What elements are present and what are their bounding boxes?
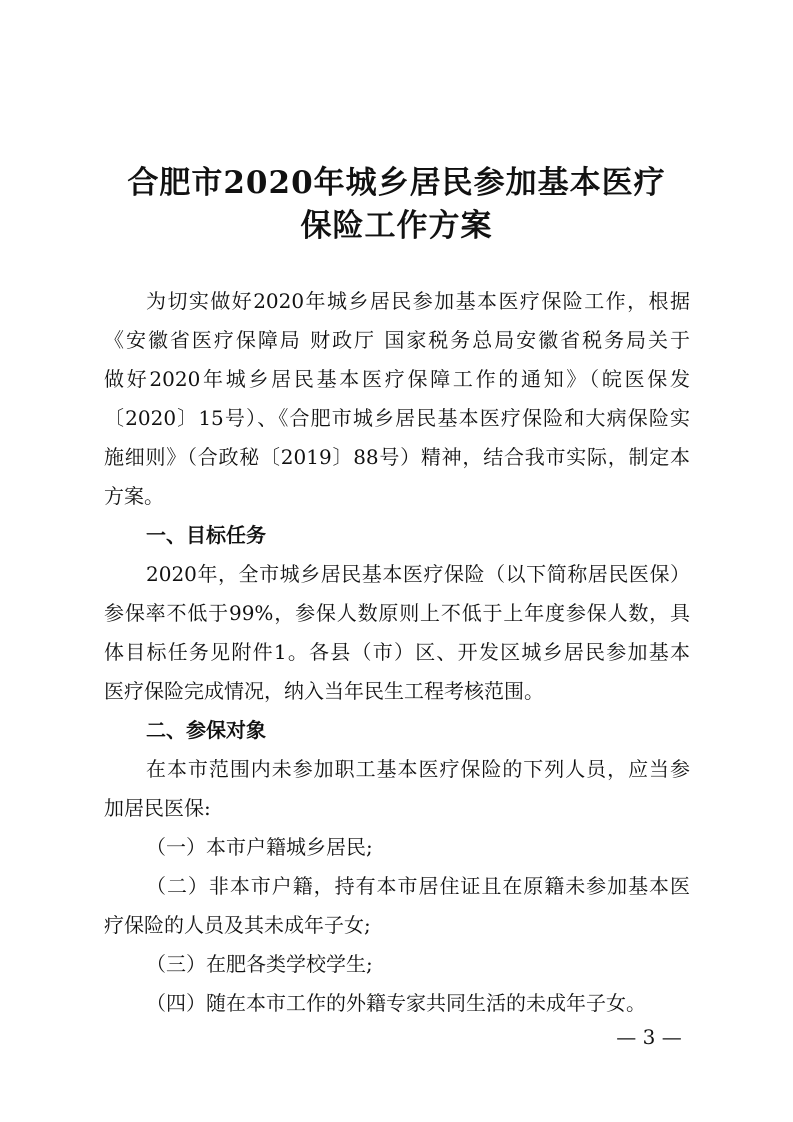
section-heading-targets: 一、目标任务 bbox=[146, 523, 266, 547]
list-item-1: （一）本市户籍城乡居民; bbox=[146, 835, 373, 859]
page-number: — 3 — bbox=[616, 1025, 682, 1049]
intro-line-2: 《安徽省医疗保障局 财政厅 国家税务总局安徽省税务局关于 bbox=[104, 328, 690, 352]
list-item-4: （四）随在本市工作的外籍专家共同生活的未成年子女。 bbox=[146, 991, 646, 1015]
section2-line-1: 在本市范围内未参加职工基本医疗保险的下列人员，应当参 bbox=[146, 757, 690, 781]
list-item-2-line-1: （二）非本市户籍，持有本市居住证且在原籍未参加基本医 bbox=[146, 874, 690, 898]
section1-line-2: 参保率不低于99%，参保人数原则上不低于上年度参保人数，具 bbox=[104, 601, 690, 625]
intro-line-4: 〔2020〕15号）、《合肥市城乡居民基本医疗保险和大病保险实 bbox=[104, 406, 690, 430]
intro-line-1: 为切实做好2020年城乡居民参加基本医疗保险工作，根据 bbox=[146, 289, 690, 313]
section-heading-enrollees: 二、参保对象 bbox=[146, 718, 266, 742]
section1-line-3: 体目标任务见附件1。各县（市）区、开发区城乡居民参加基本 bbox=[104, 640, 690, 664]
intro-line-5: 施细则》（合政秘〔2019〕88号）精神，结合我市实际，制定本 bbox=[104, 445, 690, 469]
intro-line-3: 做好2020年城乡居民基本医疗保障工作的通知》（皖医保发 bbox=[104, 367, 690, 391]
section1-line-4: 医疗保险完成情况，纳入当年民生工程考核范围。 bbox=[104, 679, 544, 703]
document-title-line-2: 保险工作方案 bbox=[300, 208, 493, 244]
document-title-line-1: 合肥市2020年城乡居民参加基本医疗 bbox=[127, 165, 666, 201]
intro-line-6: 方案。 bbox=[104, 484, 164, 508]
section2-line-2: 加居民医保: bbox=[104, 796, 211, 820]
section1-line-1: 2020年，全市城乡居民基本医疗保险（以下简称居民医保） bbox=[146, 562, 690, 586]
list-item-3: （三）在肥各类学校学生; bbox=[146, 952, 373, 976]
list-item-2-line-2: 疗保险的人员及其未成年子女; bbox=[104, 913, 371, 937]
